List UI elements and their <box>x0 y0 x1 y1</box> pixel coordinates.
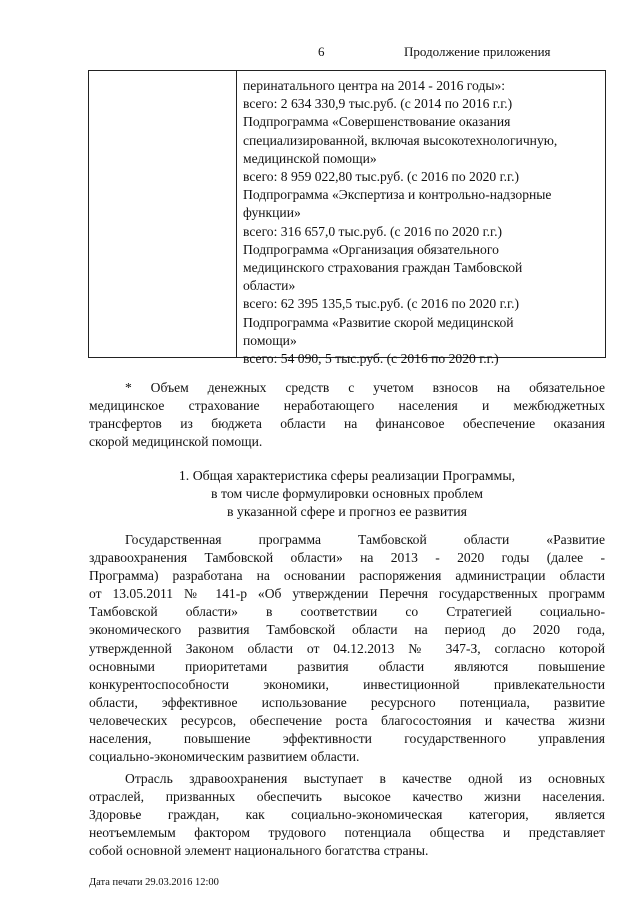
heading-line: 1. Общая характеристика сферы реализации Программы, <box>178 468 516 483</box>
heading-line: в указанной сфере и прогноз ее развития <box>226 504 468 520</box>
paragraph-line: Тамбовской области» в соответствии со Стратегией социально- <box>89 604 605 620</box>
page-number: 6 <box>318 44 325 59</box>
table-cell-line: медицинского страхования граждан Тамбовской <box>243 260 523 276</box>
paragraph-line: основными приоритетами развития области являются повышение <box>89 658 605 674</box>
table-cell-line: Подпрограмма «Совершенствование оказания <box>243 114 511 130</box>
section-heading <box>89 467 605 522</box>
table-cell-line: всего: 2 634 330,9 тыс.руб. (с 2014 по 2016 г.г.) <box>243 96 513 112</box>
paragraph-line: человеческих ресурсов, обеспечение роста благосостояния и качества жизни <box>89 712 605 728</box>
footnote-line: * Объем денежных средств с учетом взносов на обязательное <box>125 380 605 395</box>
table-cell-line: всего: 62 395 135,5 тыс.руб. (с 2016 по 2020 г.г.) <box>243 296 520 312</box>
footnote <box>89 379 605 451</box>
table-cell-line: специализированной, включая высокотехнологичную, <box>243 132 558 148</box>
table-cell-line: Подпрограмма «Организация обязательного <box>243 241 499 257</box>
paragraph-line: отраслей, призванных обеспечить высокое качество жизни населения. <box>89 789 605 805</box>
paragraph-line: утвержденной Законом области от 04.12.2013 № 347-З, согласно которой <box>89 640 605 656</box>
table-cell-line: Подпрограмма «Экспертиза и контрольно-надзорные <box>243 187 552 203</box>
paragraph-line: собой основной элемент национального богатства страны. <box>89 843 429 859</box>
paragraph-line: Программа) разработана на основании распоряжения администрации области <box>89 568 605 584</box>
paragraph-1 <box>89 531 605 766</box>
paragraph-2 <box>89 770 605 860</box>
table-column-divider <box>236 71 237 357</box>
paragraph-line: области, эффективное использование ресурсного потенциала, развитие <box>89 694 605 710</box>
table-cell-line: области» <box>243 278 296 294</box>
paragraph-line: конкурентоспособности экономики, инвестиционной привлекательности <box>89 676 605 692</box>
table-cell-line: медицинской помощи» <box>243 150 377 166</box>
paragraph-line: социально-экономическим развитием области. <box>89 749 360 765</box>
paragraph-line: экономического развития Тамбовской области на период до 2020 года, <box>89 622 605 638</box>
paragraph-line: Государственная программа Тамбовской области «Развитие <box>125 532 605 547</box>
paragraph-line: Здоровье граждан, как социально-экономическая категория, является <box>89 807 605 823</box>
print-date: Дата печати 29.03.2016 12:00 <box>89 877 219 888</box>
table-cell-line: всего: 54 090, 5 тыс.руб. (с 2016 по 2020 г.г.) <box>243 351 499 367</box>
paragraph-line: населения, повышение эффективности государственного управления <box>89 731 605 747</box>
table-cell-line: всего: 316 657,0 тыс.руб. (с 2016 по 2020 г.г.) <box>243 223 503 239</box>
footnote-line: медицинское страхование неработающего населения и межбюджетных <box>89 398 605 414</box>
table-right-cell <box>243 77 601 368</box>
table-cell-line: перинатального центра на 2014 - 2016 годы»: <box>243 78 506 93</box>
paragraph-line: здравоохранения Тамбовской области» на 2013 - 2020 годы (далее - <box>89 550 605 566</box>
paragraph-line: неотъемлемым фактором трудового потенциала общества и представляет <box>89 825 605 841</box>
paragraph-line: Отрасль здравоохранения выступает в качестве одной из основных <box>125 771 605 786</box>
footnote-line: скорой медицинской помощи. <box>89 434 263 450</box>
paragraph-line: от 13.05.2011 № 141-р «Об утверждении Перечня государственных программ <box>89 586 605 602</box>
heading-line: в том числе формулировки основных проблем <box>211 486 483 502</box>
table-cell-line: функции» <box>243 205 301 221</box>
table-cell-line: всего: 8 959 022,80 тыс.руб. (с 2016 по 2020 г.г.) <box>243 169 520 185</box>
running-head: Продолжение приложения <box>404 44 551 59</box>
program-table <box>88 70 606 367</box>
table-cell-line: помощи» <box>243 332 297 348</box>
table-cell-line: Подпрограмма «Развитие скорой медицинской <box>243 314 514 330</box>
footnote-line: трансфертов из бюджета области на финансовое обеспечение оказания <box>89 416 605 432</box>
